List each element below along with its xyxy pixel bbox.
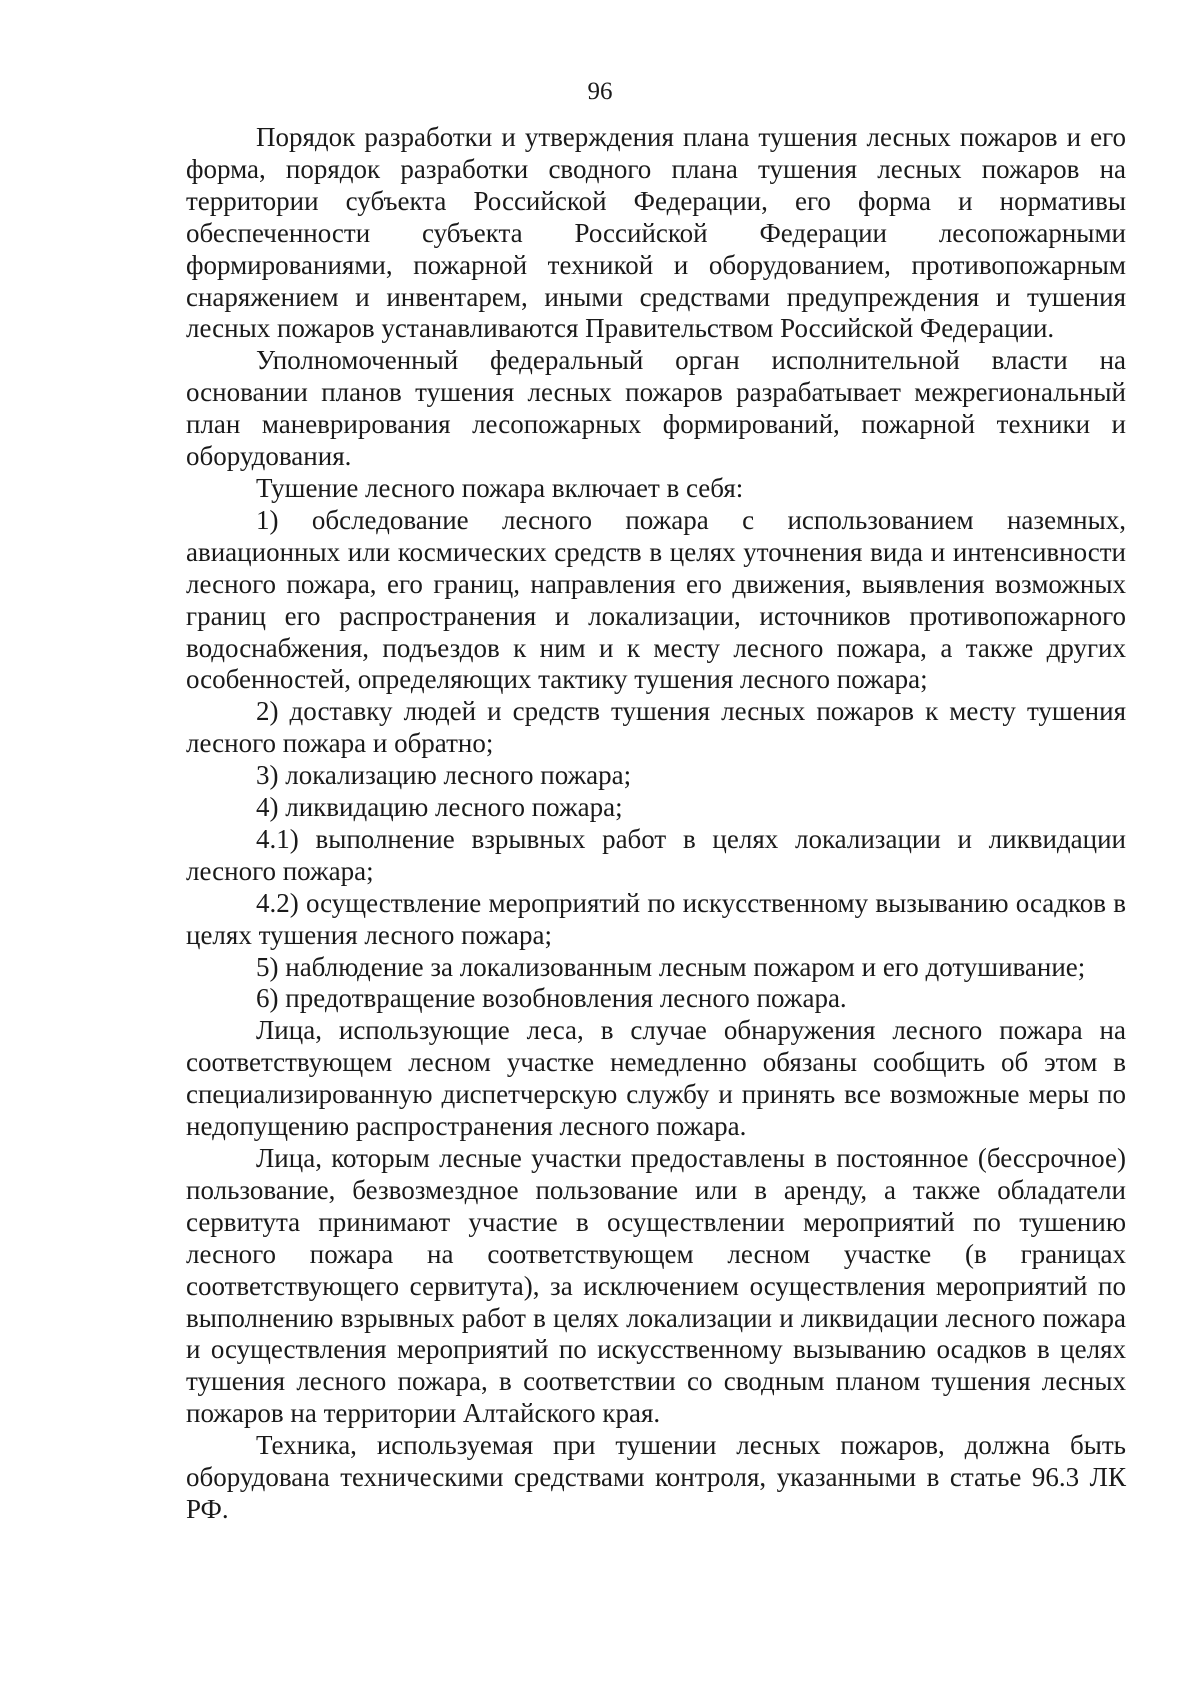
paragraph-forest-users-duty: Лица, использующие леса, в случае обнаружения лесного пожара на соответствующем лесном участке немедленно обязаны сообщить об этом в специализированную диспетчерскую службу и принять все возможные меры по недопущению распространения лесного пожара. [186, 1015, 1126, 1142]
list-item-1-survey: 1) обследование лесного пожара с использованием наземных, авиационных или космических средств в целях уточнения вида и интенсивности лесного пожара, его границ, направления его движения, выявления возможных границ его распространения и локализации, источников противопожарного водоснабжения, подъездов к ним и к месту лесного пожара, а также других особенностей, определяющих тактику тушения лесного пожара; [186, 504, 1126, 695]
paragraph-interregional-plan: Уполномоченный федеральный орган исполнительной власти на основании планов тушения лесных пожаров разрабатывает межрегиональный план маневрирования лесопожарных формирований, пожарной техники и оборудования. [186, 345, 1126, 472]
page-number: 96 [587, 78, 613, 105]
paragraph-fire-plan-procedure: Порядок разработки и утверждения плана тушения лесных пожаров и его форма, порядок разработки сводного плана тушения лесных пожаров на территории субъекта Российской Федерации, его форма и нормативы обеспеченности субъекта Российской Федерации лесопожарными формированиями, пожарной техникой и оборудованием, противопожарным снаряжением и инвентарем, иными средствами предупреждения и тушения лесных пожаров устанавливаются Правительством Российской Федерации. [186, 122, 1126, 344]
list-item-4-2-precipitation: 4.2) осуществление мероприятий по искусственному вызыванию осадков в целях тушения лесного пожара; [186, 887, 1126, 950]
list-item-2-delivery: 2) доставку людей и средств тушения лесных пожаров к месту тушения лесного пожара и обратно; [186, 696, 1126, 759]
paragraph-equipment-control: Техника, используемая при тушении лесных пожаров, должна быть оборудована техническими средствами контроля, указанными в статье 96.3 ЛК РФ. [186, 1430, 1126, 1524]
paragraph-leaseholders-participation: Лица, которым лесные участки предоставлены в постоянное (бессрочное) пользование, безвозмездное пользование или в аренду, а также обладатели сервитута принимают участие в осуществлении мероприятий по тушению лесного пожара на соответствующем лесном участке (в границах соответствующего сервитута), за исключением осуществления мероприятий по выполнению взрывных работ в целях локализации и ликвидации лесного пожара и осуществления мероприятий по искусственному вызыванию осадков в целях тушения лесного пожара, в соответствии со сводным планом тушения лесных пожаров на территории Алтайского края. [186, 1143, 1126, 1429]
list-item-4-1-blasting: 4.1) выполнение взрывных работ в целях локализации и ликвидации лесного пожара; [186, 823, 1126, 886]
list-item-3-localization: 3) локализацию лесного пожара; [256, 760, 632, 791]
document-body [186, 122, 1126, 1526]
list-item-5-observation: 5) наблюдение за локализованным лесным пожаром и его дотушивание; [256, 951, 1086, 982]
paragraph-extinguishing-includes: Тушение лесного пожара включает в себя: [256, 472, 744, 503]
list-item-4-liquidation: 4) ликвидацию лесного пожара; [256, 792, 623, 823]
list-item-6-prevention: 6) предотвращение возобновления лесного пожара. [256, 983, 847, 1014]
